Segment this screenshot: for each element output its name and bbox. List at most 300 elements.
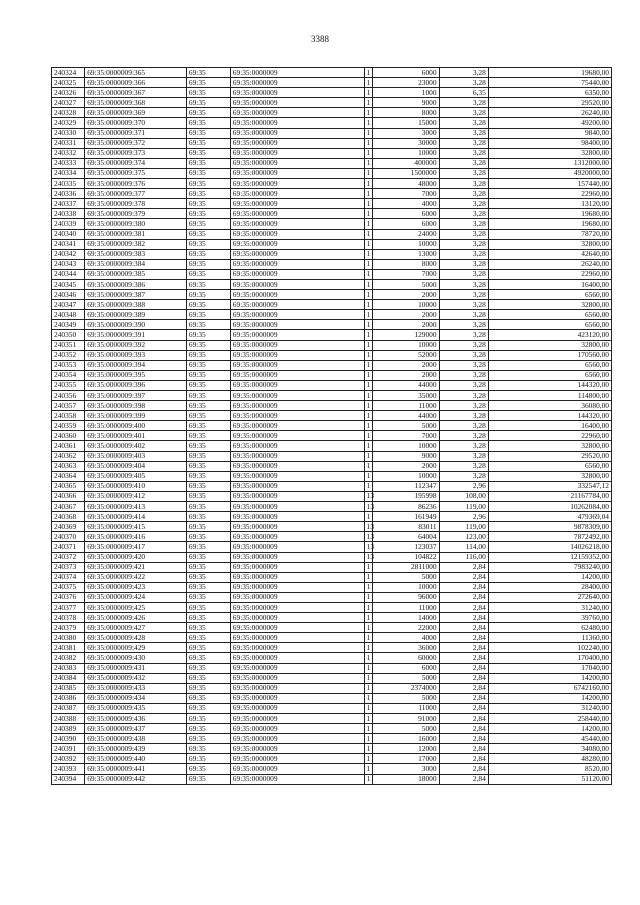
area-cell: 17000 [373,754,439,764]
category-cell: 1 [364,421,373,431]
area-cell: 12000 [373,744,439,754]
quarter-code-cell: 69:35:0000009 [230,572,364,582]
region-code-cell: 69:35 [186,421,230,431]
quarter-code-cell: 69:35:0000009 [230,461,364,471]
region-code-cell: 69:35 [186,78,230,88]
quarter-code-cell: 69:35:0000009 [230,179,364,189]
value-cell: 26240,00 [488,108,611,118]
region-code-cell: 69:35 [186,572,230,582]
table-row [52,693,612,703]
row-id-cell: 240394 [52,774,85,784]
rate-cell: 3,28 [439,158,488,168]
area-cell: 6000 [373,68,439,78]
rate-cell: 3,28 [439,310,488,320]
cadastral-number-cell: 69:35:0000009:400 [85,421,187,431]
row-id-cell: 240387 [52,703,85,713]
table-row [52,703,612,713]
rate-cell: 2,84 [439,724,488,734]
rate-cell: 3,28 [439,431,488,441]
area-cell: 6000 [373,663,439,673]
rate-cell: 3,28 [439,421,488,431]
area-cell: 1500000 [373,168,439,178]
row-id-cell: 240377 [52,602,85,612]
row-id-cell: 240368 [52,512,85,522]
row-id-cell: 240352 [52,350,85,360]
row-id-cell: 240393 [52,764,85,774]
table-row [52,431,612,441]
row-id-cell: 240350 [52,330,85,340]
quarter-code-cell: 69:35:0000009 [230,542,364,552]
quarter-code-cell: 69:35:0000009 [230,774,364,784]
table-row [52,78,612,88]
value-cell: 21167784,00 [488,491,611,501]
region-code-cell: 69:35 [186,401,230,411]
row-id-cell: 240361 [52,441,85,451]
region-code-cell: 69:35 [186,774,230,784]
value-cell: 51120,00 [488,774,611,784]
table-row [52,623,612,633]
row-id-cell: 240339 [52,219,85,229]
rate-cell: 2,84 [439,613,488,623]
region-code-cell: 69:35 [186,269,230,279]
rate-cell: 114,00 [439,542,488,552]
quarter-code-cell: 69:35:0000009 [230,320,364,330]
quarter-code-cell: 69:35:0000009 [230,310,364,320]
category-cell: 1 [364,269,373,279]
category-cell: 1 [364,118,373,128]
table-row [52,401,612,411]
table-row [52,411,612,421]
table-row [52,259,612,269]
row-id-cell: 240367 [52,502,85,512]
row-id-cell: 240373 [52,562,85,572]
quarter-code-cell: 69:35:0000009 [230,532,364,542]
value-cell: 49200,00 [488,118,611,128]
rate-cell: 3,28 [439,461,488,471]
row-id-cell: 240386 [52,693,85,703]
area-cell: 13000 [373,249,439,259]
region-code-cell: 69:35 [186,693,230,703]
quarter-code-cell: 69:35:0000009 [230,279,364,289]
cadastral-number-cell: 69:35:0000009:367 [85,88,187,98]
region-code-cell: 69:35 [186,158,230,168]
value-cell: 45440,00 [488,734,611,744]
rate-cell: 2,84 [439,673,488,683]
quarter-code-cell: 69:35:0000009 [230,118,364,128]
cadastral-number-cell: 69:35:0000009:395 [85,370,187,380]
quarter-code-cell: 69:35:0000009 [230,703,364,713]
quarter-code-cell: 69:35:0000009 [230,68,364,78]
table-row [52,481,612,491]
area-cell: 400000 [373,158,439,168]
rate-cell: 3,28 [439,78,488,88]
table-row [52,592,612,602]
row-id-cell: 240390 [52,734,85,744]
quarter-code-cell: 69:35:0000009 [230,158,364,168]
table-row [52,491,612,501]
area-cell: 60000 [373,653,439,663]
cadastral-number-cell: 69:35:0000009:426 [85,613,187,623]
table-row [52,158,612,168]
table-row [52,360,612,370]
quarter-code-cell: 69:35:0000009 [230,522,364,532]
category-cell: 1 [364,158,373,168]
value-cell: 29520,00 [488,98,611,108]
value-cell: 170560,00 [488,350,611,360]
area-cell: 48000 [373,179,439,189]
region-code-cell: 69:35 [186,98,230,108]
table-row [52,88,612,98]
quarter-code-cell: 69:35:0000009 [230,714,364,724]
region-code-cell: 69:35 [186,320,230,330]
value-cell: 48280,00 [488,754,611,764]
value-cell: 19680,00 [488,68,611,78]
quarter-code-cell: 69:35:0000009 [230,340,364,350]
value-cell: 272640,00 [488,592,611,602]
quarter-code-cell: 69:35:0000009 [230,380,364,390]
table-row [52,68,612,78]
row-id-cell: 240351 [52,340,85,350]
cadastral-number-cell: 69:35:0000009:434 [85,693,187,703]
quarter-code-cell: 69:35:0000009 [230,209,364,219]
region-code-cell: 69:35 [186,290,230,300]
table-row [52,633,612,643]
parcel-table [51,67,612,785]
table-row [52,532,612,542]
rate-cell: 3,28 [439,279,488,289]
area-cell: 5000 [373,693,439,703]
category-cell: 1 [364,683,373,693]
quarter-code-cell: 69:35:0000009 [230,138,364,148]
area-cell: 16000 [373,734,439,744]
table-row [52,774,612,784]
row-id-cell: 240383 [52,663,85,673]
value-cell: 36080,00 [488,401,611,411]
value-cell: 14200,00 [488,724,611,734]
region-code-cell: 69:35 [186,68,230,78]
row-id-cell: 240340 [52,229,85,239]
region-code-cell: 69:35 [186,350,230,360]
table-row [52,461,612,471]
area-cell: 91000 [373,714,439,724]
cadastral-number-cell: 69:35:0000009:432 [85,673,187,683]
value-cell: 32800,00 [488,471,611,481]
row-id-cell: 240330 [52,128,85,138]
row-id-cell: 240347 [52,300,85,310]
value-cell: 32800,00 [488,441,611,451]
cadastral-number-cell: 69:35:0000009:398 [85,401,187,411]
cadastral-number-cell: 69:35:0000009:412 [85,491,187,501]
value-cell: 14200,00 [488,673,611,683]
region-code-cell: 69:35 [186,703,230,713]
row-id-cell: 240375 [52,582,85,592]
cadastral-number-cell: 69:35:0000009:389 [85,310,187,320]
quarter-code-cell: 69:35:0000009 [230,98,364,108]
table-row [52,744,612,754]
row-id-cell: 240362 [52,451,85,461]
value-cell: 332547,12 [488,481,611,491]
table-row [52,643,612,653]
cadastral-number-cell: 69:35:0000009:428 [85,633,187,643]
quarter-code-cell: 69:35:0000009 [230,168,364,178]
category-cell: 1 [364,98,373,108]
row-id-cell: 240371 [52,542,85,552]
category-cell: 1 [364,350,373,360]
region-code-cell: 69:35 [186,582,230,592]
cadastral-number-cell: 69:35:0000009:403 [85,451,187,461]
category-cell: 1 [364,582,373,592]
table-row [52,562,612,572]
region-code-cell: 69:35 [186,724,230,734]
category-cell: 1 [364,219,373,229]
cadastral-number-cell: 69:35:0000009:370 [85,118,187,128]
table-row [52,239,612,249]
rate-cell: 2,84 [439,562,488,572]
area-cell: 11000 [373,602,439,612]
rate-cell: 2,84 [439,582,488,592]
cadastral-number-cell: 69:35:0000009:378 [85,199,187,209]
value-cell: 6560,00 [488,320,611,330]
rate-cell: 3,28 [439,471,488,481]
row-id-cell: 240358 [52,411,85,421]
cadastral-number-cell: 69:35:0000009:430 [85,653,187,663]
rate-cell: 3,28 [439,138,488,148]
rate-cell: 3,28 [439,219,488,229]
value-cell: 32800,00 [488,300,611,310]
area-cell: 3000 [373,128,439,138]
rate-cell: 123,00 [439,532,488,542]
cadastral-number-cell: 69:35:0000009:386 [85,279,187,289]
table-row [52,199,612,209]
table-row [52,279,612,289]
cadastral-number-cell: 69:35:0000009:417 [85,542,187,552]
cadastral-number-cell: 69:35:0000009:404 [85,461,187,471]
cadastral-number-cell: 69:35:0000009:438 [85,734,187,744]
table-row [52,249,612,259]
cadastral-number-cell: 69:35:0000009:413 [85,502,187,512]
row-id-cell: 240379 [52,623,85,633]
area-cell: 112347 [373,481,439,491]
table-row [52,764,612,774]
cadastral-number-cell: 69:35:0000009:435 [85,703,187,713]
table-row [52,219,612,229]
value-cell: 32800,00 [488,148,611,158]
category-cell: 1 [364,643,373,653]
row-id-cell: 240380 [52,633,85,643]
table-row [52,542,612,552]
region-code-cell: 69:35 [186,673,230,683]
value-cell: 157440,00 [488,179,611,189]
rate-cell: 2,84 [439,774,488,784]
table-row [52,653,612,663]
region-code-cell: 69:35 [186,249,230,259]
category-cell: 1 [364,199,373,209]
region-code-cell: 69:35 [186,481,230,491]
rate-cell: 3,28 [439,290,488,300]
value-cell: 13120,00 [488,199,611,209]
area-cell: 2000 [373,360,439,370]
rate-cell: 3,28 [439,148,488,158]
cadastral-number-cell: 69:35:0000009:373 [85,148,187,158]
value-cell: 6560,00 [488,290,611,300]
quarter-code-cell: 69:35:0000009 [230,683,364,693]
area-cell: 11000 [373,401,439,411]
value-cell: 7983240,00 [488,562,611,572]
quarter-code-cell: 69:35:0000009 [230,552,364,562]
region-code-cell: 69:35 [186,451,230,461]
cadastral-number-cell: 69:35:0000009:376 [85,179,187,189]
cadastral-number-cell: 69:35:0000009:414 [85,512,187,522]
category-cell: 1 [364,724,373,734]
value-cell: 17040,00 [488,663,611,673]
value-cell: 114800,00 [488,391,611,401]
category-cell: 13 [364,502,373,512]
category-cell: 1 [364,613,373,623]
cadastral-number-cell: 69:35:0000009:422 [85,572,187,582]
value-cell: 102240,00 [488,643,611,653]
region-code-cell: 69:35 [186,179,230,189]
table-row [52,330,612,340]
region-code-cell: 69:35 [186,512,230,522]
table-row [52,754,612,764]
region-code-cell: 69:35 [186,189,230,199]
value-cell: 31240,00 [488,703,611,713]
region-code-cell: 69:35 [186,310,230,320]
region-code-cell: 69:35 [186,744,230,754]
cadastral-number-cell: 69:35:0000009:366 [85,78,187,88]
rate-cell: 119,00 [439,502,488,512]
rate-cell: 3,28 [439,391,488,401]
cadastral-number-cell: 69:35:0000009:383 [85,249,187,259]
rate-cell: 3,28 [439,340,488,350]
area-cell: 104822 [373,552,439,562]
area-cell: 36000 [373,643,439,653]
table-row [52,391,612,401]
rate-cell: 3,28 [439,108,488,118]
quarter-code-cell: 69:35:0000009 [230,653,364,663]
category-cell: 1 [364,88,373,98]
quarter-code-cell: 69:35:0000009 [230,148,364,158]
quarter-code-cell: 69:35:0000009 [230,370,364,380]
quarter-code-cell: 69:35:0000009 [230,421,364,431]
area-cell: 195998 [373,491,439,501]
category-cell: 1 [364,68,373,78]
area-cell: 2000 [373,461,439,471]
category-cell: 1 [364,512,373,522]
category-cell: 1 [364,310,373,320]
value-cell: 75440,00 [488,78,611,88]
category-cell: 1 [364,481,373,491]
row-id-cell: 240338 [52,209,85,219]
cadastral-number-cell: 69:35:0000009:410 [85,481,187,491]
rate-cell: 3,28 [439,68,488,78]
region-code-cell: 69:35 [186,613,230,623]
area-cell: 9000 [373,98,439,108]
rate-cell: 3,28 [439,189,488,199]
table-row [52,663,612,673]
row-id-cell: 240364 [52,471,85,481]
category-cell: 1 [364,754,373,764]
value-cell: 9878309,00 [488,522,611,532]
quarter-code-cell: 69:35:0000009 [230,411,364,421]
cadastral-number-cell: 69:35:0000009:416 [85,532,187,542]
table-row [52,512,612,522]
value-cell: 7872492,00 [488,532,611,542]
quarter-code-cell: 69:35:0000009 [230,643,364,653]
area-cell: 22000 [373,623,439,633]
quarter-code-cell: 69:35:0000009 [230,562,364,572]
region-code-cell: 69:35 [186,209,230,219]
category-cell: 1 [364,330,373,340]
quarter-code-cell: 69:35:0000009 [230,764,364,774]
area-cell: 18000 [373,774,439,784]
category-cell: 13 [364,532,373,542]
table-row [52,370,612,380]
quarter-code-cell: 69:35:0000009 [230,290,364,300]
rate-cell: 3,28 [439,199,488,209]
cadastral-number-cell: 69:35:0000009:394 [85,360,187,370]
region-code-cell: 69:35 [186,461,230,471]
value-cell: 258440,00 [488,714,611,724]
row-id-cell: 240337 [52,199,85,209]
area-cell: 23000 [373,78,439,88]
row-id-cell: 240344 [52,269,85,279]
row-id-cell: 240355 [52,380,85,390]
rate-cell: 2,84 [439,714,488,724]
area-cell: 10000 [373,239,439,249]
rate-cell: 2,84 [439,623,488,633]
category-cell: 13 [364,552,373,562]
cadastral-number-cell: 69:35:0000009:431 [85,663,187,673]
area-cell: 7000 [373,431,439,441]
quarter-code-cell: 69:35:0000009 [230,471,364,481]
row-id-cell: 240365 [52,481,85,491]
region-code-cell: 69:35 [186,441,230,451]
row-id-cell: 240328 [52,108,85,118]
table-row [52,714,612,724]
region-code-cell: 69:35 [186,653,230,663]
value-cell: 8520,00 [488,764,611,774]
row-id-cell: 240388 [52,714,85,724]
cadastral-number-cell: 69:35:0000009:420 [85,552,187,562]
area-cell: 10000 [373,582,439,592]
quarter-code-cell: 69:35:0000009 [230,78,364,88]
category-cell: 1 [364,320,373,330]
table-row [52,582,612,592]
row-id-cell: 240363 [52,461,85,471]
area-cell: 123037 [373,542,439,552]
table-row [52,148,612,158]
quarter-code-cell: 69:35:0000009 [230,592,364,602]
row-id-cell: 240348 [52,310,85,320]
quarter-code-cell: 69:35:0000009 [230,613,364,623]
area-cell: 1000 [373,88,439,98]
row-id-cell: 240342 [52,249,85,259]
value-cell: 19680,00 [488,219,611,229]
table-row [52,572,612,582]
category-cell: 1 [364,401,373,411]
area-cell: 2000 [373,310,439,320]
value-cell: 423120,00 [488,330,611,340]
cadastral-number-cell: 69:35:0000009:399 [85,411,187,421]
rate-cell: 3,28 [439,350,488,360]
value-cell: 98400,00 [488,138,611,148]
quarter-code-cell: 69:35:0000009 [230,269,364,279]
category-cell: 1 [364,673,373,683]
cadastral-number-cell: 69:35:0000009:371 [85,128,187,138]
area-cell: 83011 [373,522,439,532]
category-cell: 1 [364,259,373,269]
